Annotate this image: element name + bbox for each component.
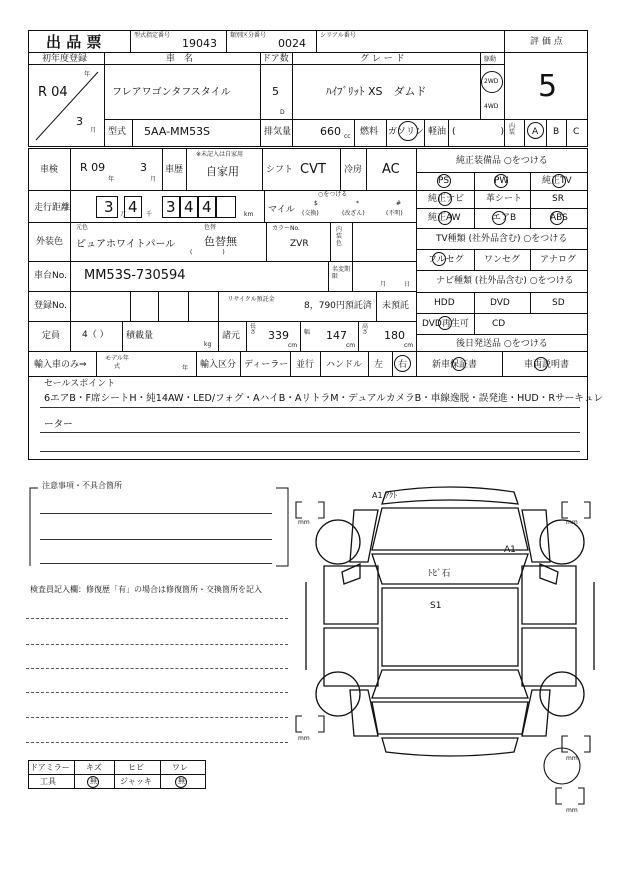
import-class-label: 輸入区分: [200, 360, 237, 370]
length-value: 339: [268, 329, 289, 342]
exchange-symbol: $: [314, 200, 318, 207]
import-label: 輸入車のみ⇒: [34, 360, 87, 370]
sales-line-1: 6エアB・F席シートH・純14AW・LED/フォグ・AハイB・AリトラM・デュアルカメラB・車線逸脱・誤発進・HUD・Rサーキュレ: [44, 393, 604, 404]
class-no: 0024: [278, 37, 306, 50]
tools-crack: ヒビ: [128, 763, 144, 772]
tamper-label: (改ざん): [342, 210, 365, 217]
later-title: 後日発送品 ○をつける: [456, 339, 548, 349]
fuel-circle: [398, 121, 418, 141]
color-label: 外装色: [36, 237, 64, 247]
interior-a: A: [532, 127, 539, 137]
equip-abs: ABS: [550, 213, 568, 223]
navi-dvd: DVD: [490, 298, 510, 308]
history-label: 車歴: [165, 165, 184, 175]
door-type: D: [280, 109, 285, 116]
score-label: 評 価 点: [530, 37, 563, 47]
mm-rear-left: mm: [298, 735, 310, 742]
recycle-value: 8，790円預託済: [304, 301, 372, 311]
navi-dvd-play: DVD再生可: [422, 319, 469, 329]
width-label: 幅: [304, 329, 311, 336]
fuel-light: 軽油: [428, 127, 447, 137]
later-warranty: 新車保証書: [432, 360, 478, 370]
orig-color-label: 元色: [76, 224, 89, 231]
unknown-label: (不明): [386, 210, 403, 217]
capacity-value: 4（ ）: [82, 330, 109, 340]
color-no-value: ZVR: [290, 239, 309, 249]
color-swap-label: 色替: [204, 224, 217, 231]
diagram-s1: S1: [430, 601, 442, 611]
diagram-a1-right: A1: [504, 545, 516, 555]
mileage-digit-1: 3: [104, 198, 114, 216]
mark-note: ○をつける: [318, 191, 348, 198]
tools-jack-value: 無: [178, 777, 185, 785]
genuine-title: 純正装備品 ○をつける: [456, 156, 548, 166]
mm-rear-right: mm: [566, 755, 578, 762]
drive-2wd: 2WD: [484, 78, 499, 85]
equip-pw: PW: [494, 176, 509, 186]
equip-genuine-navi: 純正ナビ: [428, 194, 465, 204]
orig-color-value: ピュアホワイトパール: [76, 239, 176, 250]
interior-color-label: 内装色: [336, 226, 343, 248]
navi-cd: CD: [492, 319, 506, 329]
equip-sr: SR: [552, 194, 564, 204]
dealer: ディーラー: [244, 360, 289, 370]
parallel: 並行: [296, 360, 315, 370]
chassis-label: 車台No.: [34, 271, 67, 281]
car-name-label: 車 名: [166, 54, 194, 64]
displacement-label: 排気量: [264, 127, 292, 137]
length-label: 長さ: [250, 323, 257, 336]
grade-value: ﾊｲﾌﾞﾘｯﾄ XS ダムド: [326, 85, 427, 98]
inspection-year-unit: 年: [108, 176, 115, 183]
height-label: 高さ: [362, 323, 369, 336]
inspector-label: 検査員記入欄：修復歴「有」の場合は修復箇所・交換箇所を記入: [30, 585, 262, 594]
interior-c: C: [573, 127, 580, 137]
tv-full-seg: フルセグ: [428, 255, 464, 265]
interior-circle: [527, 122, 544, 139]
equip-airbag: エアB: [492, 213, 517, 223]
height-unit: cm: [404, 342, 414, 349]
model-value: 5AA-MM53S: [144, 125, 211, 138]
recycle-label: リサイクル預託金: [227, 296, 275, 303]
handle-label: ハンドル: [326, 360, 363, 370]
mileage-digit-4: 4: [184, 198, 194, 216]
handle-left: 左: [374, 360, 384, 370]
interior-b: B: [553, 127, 560, 137]
handle-right: 右: [398, 360, 408, 370]
mileage-label: 走行距離: [34, 203, 71, 213]
model-year-label: モデル年式: [105, 355, 129, 370]
drive-4wd: 4WD: [484, 103, 499, 110]
ac-value: AC: [382, 162, 400, 177]
color-swap-paren: ( ): [190, 249, 225, 256]
dims-label: 諸元: [222, 331, 241, 341]
shift-label: シフト: [266, 165, 294, 175]
fuel-gasoline: ガソリン: [388, 127, 425, 137]
grade-label: グ レ ー ド: [360, 54, 405, 64]
model-year-unit: 年: [182, 365, 189, 372]
caution-bracket: [26, 481, 296, 570]
first-reg-era: R 04: [38, 85, 68, 100]
mileage-man: 万: [120, 211, 127, 218]
exchange-label: (交換): [302, 210, 319, 217]
first-reg-diagonal: [28, 64, 104, 147]
mm-front-left: mm: [298, 519, 310, 526]
doors-value: 5: [272, 85, 279, 98]
equip-ps: PS: [438, 176, 450, 186]
reg-no-label: 登録No.: [34, 301, 67, 311]
model-label: 型式: [108, 127, 127, 137]
shift-value: CVT: [300, 162, 326, 177]
chassis-value: MM53S-730594: [84, 268, 186, 283]
navi-hdd: HDD: [434, 298, 455, 308]
doc-title: 出 品 票: [46, 33, 102, 51]
inspection-month-unit: 月: [150, 176, 157, 183]
tv-one-seg: ワンセグ: [484, 255, 521, 265]
length-unit: cm: [288, 342, 298, 349]
load-label: 積載量: [126, 331, 154, 341]
serial-label: シリアル番号: [320, 32, 356, 39]
tools-tool: 工具: [40, 777, 56, 786]
inspection-month: 3: [140, 161, 147, 174]
first-reg-month: 3: [76, 115, 83, 128]
equip-leather: 革シート: [486, 194, 523, 204]
mileage-sen: 千: [146, 211, 153, 218]
doors-label: ドア数: [262, 54, 289, 64]
color-no-label: カラーNo.: [272, 225, 300, 232]
mile-label: マイル: [268, 205, 295, 215]
displacement-value: 660: [320, 125, 341, 138]
diagram-a1-top: A1 ｱｸﾄ: [372, 491, 398, 500]
load-unit: kg: [204, 341, 212, 348]
handle-circle: [394, 355, 411, 372]
fuel-other: ( ): [452, 127, 505, 137]
tools-door-mirror: ドアミラー: [30, 763, 70, 772]
tools-break: ワレ: [172, 763, 188, 772]
equip-genuine-aw: 純正AW: [428, 213, 461, 223]
type-no-label: 型式指定番号: [134, 32, 171, 39]
car-diagram: [290, 480, 610, 820]
later-manual: 車両説明書: [524, 360, 570, 370]
sales-line-2: ーター: [44, 419, 73, 430]
car-name: フレアワゴンタフスタイル: [112, 87, 231, 98]
tools-scratch: キズ: [86, 763, 102, 772]
name-change-day: 日: [404, 281, 411, 288]
displacement-unit: cc: [344, 133, 351, 140]
capacity-label: 定員: [42, 331, 61, 341]
mm-front-right: mm: [566, 519, 578, 526]
history-value: 自家用: [206, 165, 239, 178]
tamper-symbol: *: [356, 200, 359, 207]
color-swap-value: 色替無: [204, 235, 237, 248]
score-value: 5: [538, 69, 558, 104]
width-value: 147: [326, 329, 347, 342]
tools-tool-value: 無: [90, 777, 97, 785]
tools-jack: ジャッキ: [120, 777, 152, 786]
tv-analog: アナログ: [540, 255, 577, 265]
height-value: 180: [384, 329, 405, 342]
name-change-label: 名変期限: [332, 266, 351, 281]
first-reg-month-unit: 月: [90, 127, 97, 134]
mileage-digit-3: 3: [166, 198, 176, 216]
interior-label: 内装: [509, 123, 516, 136]
drive-label: 駆動: [484, 56, 497, 63]
type-no: 19043: [182, 37, 217, 50]
class-no-label: 類別区分番号: [230, 32, 267, 39]
fuel-label: 燃料: [360, 127, 379, 137]
ac-label: 冷房: [344, 165, 363, 175]
history-note: ※未記入は自家用: [196, 151, 244, 158]
width-unit: cm: [346, 342, 356, 349]
sales-label: セールスポイント: [44, 379, 116, 389]
inspection-label: 車検: [40, 165, 59, 175]
name-change-month: 月: [380, 281, 387, 288]
navi-sd: SD: [552, 298, 565, 308]
inspection-year: R 09: [80, 161, 106, 174]
unknown-symbol: #: [396, 200, 402, 207]
recycle-unpaid: 未預託: [382, 301, 410, 311]
mm-spare: mm: [566, 807, 578, 814]
caution-label: 注意事項・不具合箇所: [42, 481, 122, 490]
mileage-digit-5: 4: [202, 198, 212, 216]
equip-genuine-tv: 純正TV: [542, 176, 572, 186]
tv-title: TV種類 (社外品含む) ○をつける: [436, 234, 568, 244]
mileage-unit: km: [244, 211, 254, 218]
first-reg-year-unit: 年: [84, 71, 91, 78]
diagram-crack: ﾄﾋﾞ石: [428, 569, 451, 579]
first-reg-label: 初年度登録: [42, 54, 88, 64]
navi-title: ナビ種類 (社外品含む) ○をつける: [436, 276, 574, 286]
mileage-digit-2: 4: [128, 198, 138, 216]
